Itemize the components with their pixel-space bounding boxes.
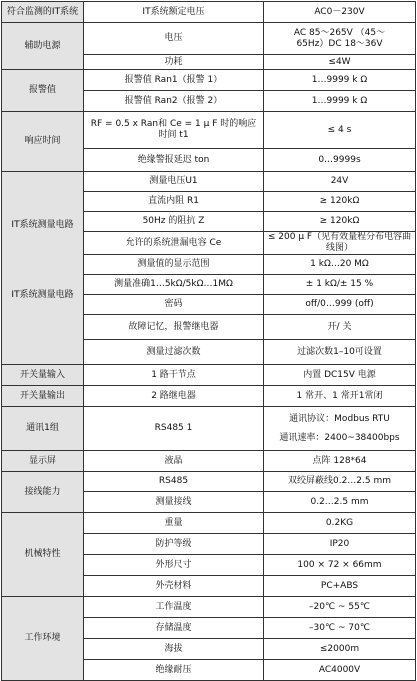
table-row <box>2 407 416 451</box>
value-cell: 0…9999s <box>264 149 416 172</box>
param-cell: 绝缘耐压 <box>84 660 264 681</box>
param-cell: 1 路干节点 <box>84 365 264 386</box>
table-row <box>2 23 416 55</box>
param-cell: 报警值 Ran2（报警 2） <box>84 91 264 112</box>
param-cell: IT系统额定电压 <box>84 2 264 23</box>
param-cell: 工作温度 <box>84 597 264 618</box>
value-line: 通讯协议：Modbus RTU <box>289 413 390 424</box>
param-cell: 绝缘警报延迟 ton <box>84 149 264 172</box>
value-cell: AC4000V <box>264 660 416 681</box>
table-row <box>2 386 416 407</box>
param-cell: 密码 <box>84 295 264 315</box>
param-cell: 电压 <box>84 23 264 55</box>
category-cell: 接线能力 <box>2 472 84 513</box>
table-row <box>2 451 416 472</box>
value-cell: ± 1 kΩ/± 15 % <box>264 275 416 295</box>
value-cell: 开/ 关 <box>264 315 416 340</box>
value-cell: ≥ 120kΩ <box>264 192 416 212</box>
param-cell: 直流内阻 R1 <box>84 192 264 212</box>
value-cell: 0.2…2.5 mm <box>264 492 416 513</box>
value-line: 65Hz）DC 18～36V <box>296 38 383 49</box>
category-cell: 响应时间 <box>2 112 84 172</box>
category-cell: 开关量输入 <box>2 365 84 386</box>
param-cell: 报警值 Ran1（报警 1） <box>84 70 264 91</box>
value-cell: 内置 DC15V 电源 <box>264 365 416 386</box>
value-cell: –20℃ ~ 55℃ <box>264 597 416 618</box>
value-line: 通讯速率：2400~38400bps <box>279 432 400 443</box>
value-cell: 100 × 72 × 66mm <box>264 555 416 576</box>
table-row <box>2 365 416 386</box>
param-cell: 外壳材料 <box>84 576 264 597</box>
value-cell: PC+ABS <box>264 576 416 597</box>
param-cell: 2 路继电器 <box>84 386 264 407</box>
table-row <box>2 2 416 23</box>
param-cell: 重量 <box>84 513 264 534</box>
param-cell: 海拔 <box>84 639 264 660</box>
category-cell: 报警值 <box>2 70 84 112</box>
value-cell: ≤4W <box>264 55 416 70</box>
value-cell: ≤ 4 s <box>264 112 416 149</box>
param-cell: RS485 <box>84 472 264 492</box>
table-row <box>2 597 416 618</box>
value-cell: 过滤次数1–10可设置 <box>264 340 416 365</box>
category-label: IT系统测量电路 <box>11 220 74 230</box>
param-cell: 液晶 <box>84 451 264 472</box>
value-cell: ≤2000m <box>264 639 416 660</box>
param-cell: 测量电压U1 <box>84 172 264 192</box>
category-label: IT系统测量电路 <box>11 290 74 300</box>
param-cell: RF = 0.5 x Ran和 Ce = 1 μ F 时的响应时间 t1 <box>84 112 264 149</box>
param-cell: 功耗 <box>84 55 264 70</box>
value-line: AC 85～265V （45～ <box>293 27 386 38</box>
param-cell: 测量接线 <box>84 492 264 513</box>
value-cell: 1 常开、1 常开1常闭 <box>264 386 416 407</box>
param-cell: RS485 1 <box>84 407 264 451</box>
param-cell: 测量准确1…5kΩ/5kΩ…1MΩ <box>84 275 264 295</box>
category-cell: 通讯1组 <box>2 407 84 451</box>
category-cell <box>2 172 84 365</box>
table-row <box>2 172 416 192</box>
value-cell: IP20 <box>264 534 416 555</box>
value-cell: 双绞屏蔽线0.2…2.5 mm <box>264 472 416 492</box>
category-cell: 开关量输出 <box>2 386 84 407</box>
param-cell: 测量值的显示范围 <box>84 255 264 275</box>
value-cell <box>264 23 416 55</box>
table-row <box>2 472 416 492</box>
param-cell: 允许的系统泄漏电容 Ce <box>84 232 264 255</box>
param-cell: 测量过滤次数 <box>84 340 264 365</box>
spec-table <box>1 1 416 681</box>
param-cell: 故障记忆，报警继电器 <box>84 315 264 340</box>
table-row <box>2 112 416 149</box>
value-cell <box>264 407 416 451</box>
category-cell: 符合监测的IT系统 <box>2 2 84 23</box>
category-cell: 辅助电源 <box>2 23 84 70</box>
value-cell: 24V <box>264 172 416 192</box>
value-cell: –30℃ ~ 70℃ <box>264 618 416 639</box>
category-cell: 工作环境 <box>2 597 84 681</box>
value-cell: ≥ 120kΩ <box>264 212 416 232</box>
value-cell: ≤ 200 μ F（见有效量程分布电容曲线图） <box>264 232 416 255</box>
category-cell: 显示屏 <box>2 451 84 472</box>
value-cell: off/0…999 (off) <box>264 295 416 315</box>
value-cell: AC0－230V <box>264 2 416 23</box>
table-row <box>2 513 416 534</box>
param-cell: 50Hz 的阻抗 Z <box>84 212 264 232</box>
param-cell: 存储温度 <box>84 618 264 639</box>
value-cell: 1…9999 k Ω <box>264 91 416 112</box>
table-row <box>2 70 416 91</box>
value-cell: 点阵 128*64 <box>264 451 416 472</box>
value-cell: 1 kΩ…20 MΩ <box>264 255 416 275</box>
value-cell: 1…9999 k Ω <box>264 70 416 91</box>
value-cell: 0.2KG <box>264 513 416 534</box>
param-cell: 防护等级 <box>84 534 264 555</box>
category-cell: 机械特性 <box>2 513 84 597</box>
param-cell: 外形尺寸 <box>84 555 264 576</box>
